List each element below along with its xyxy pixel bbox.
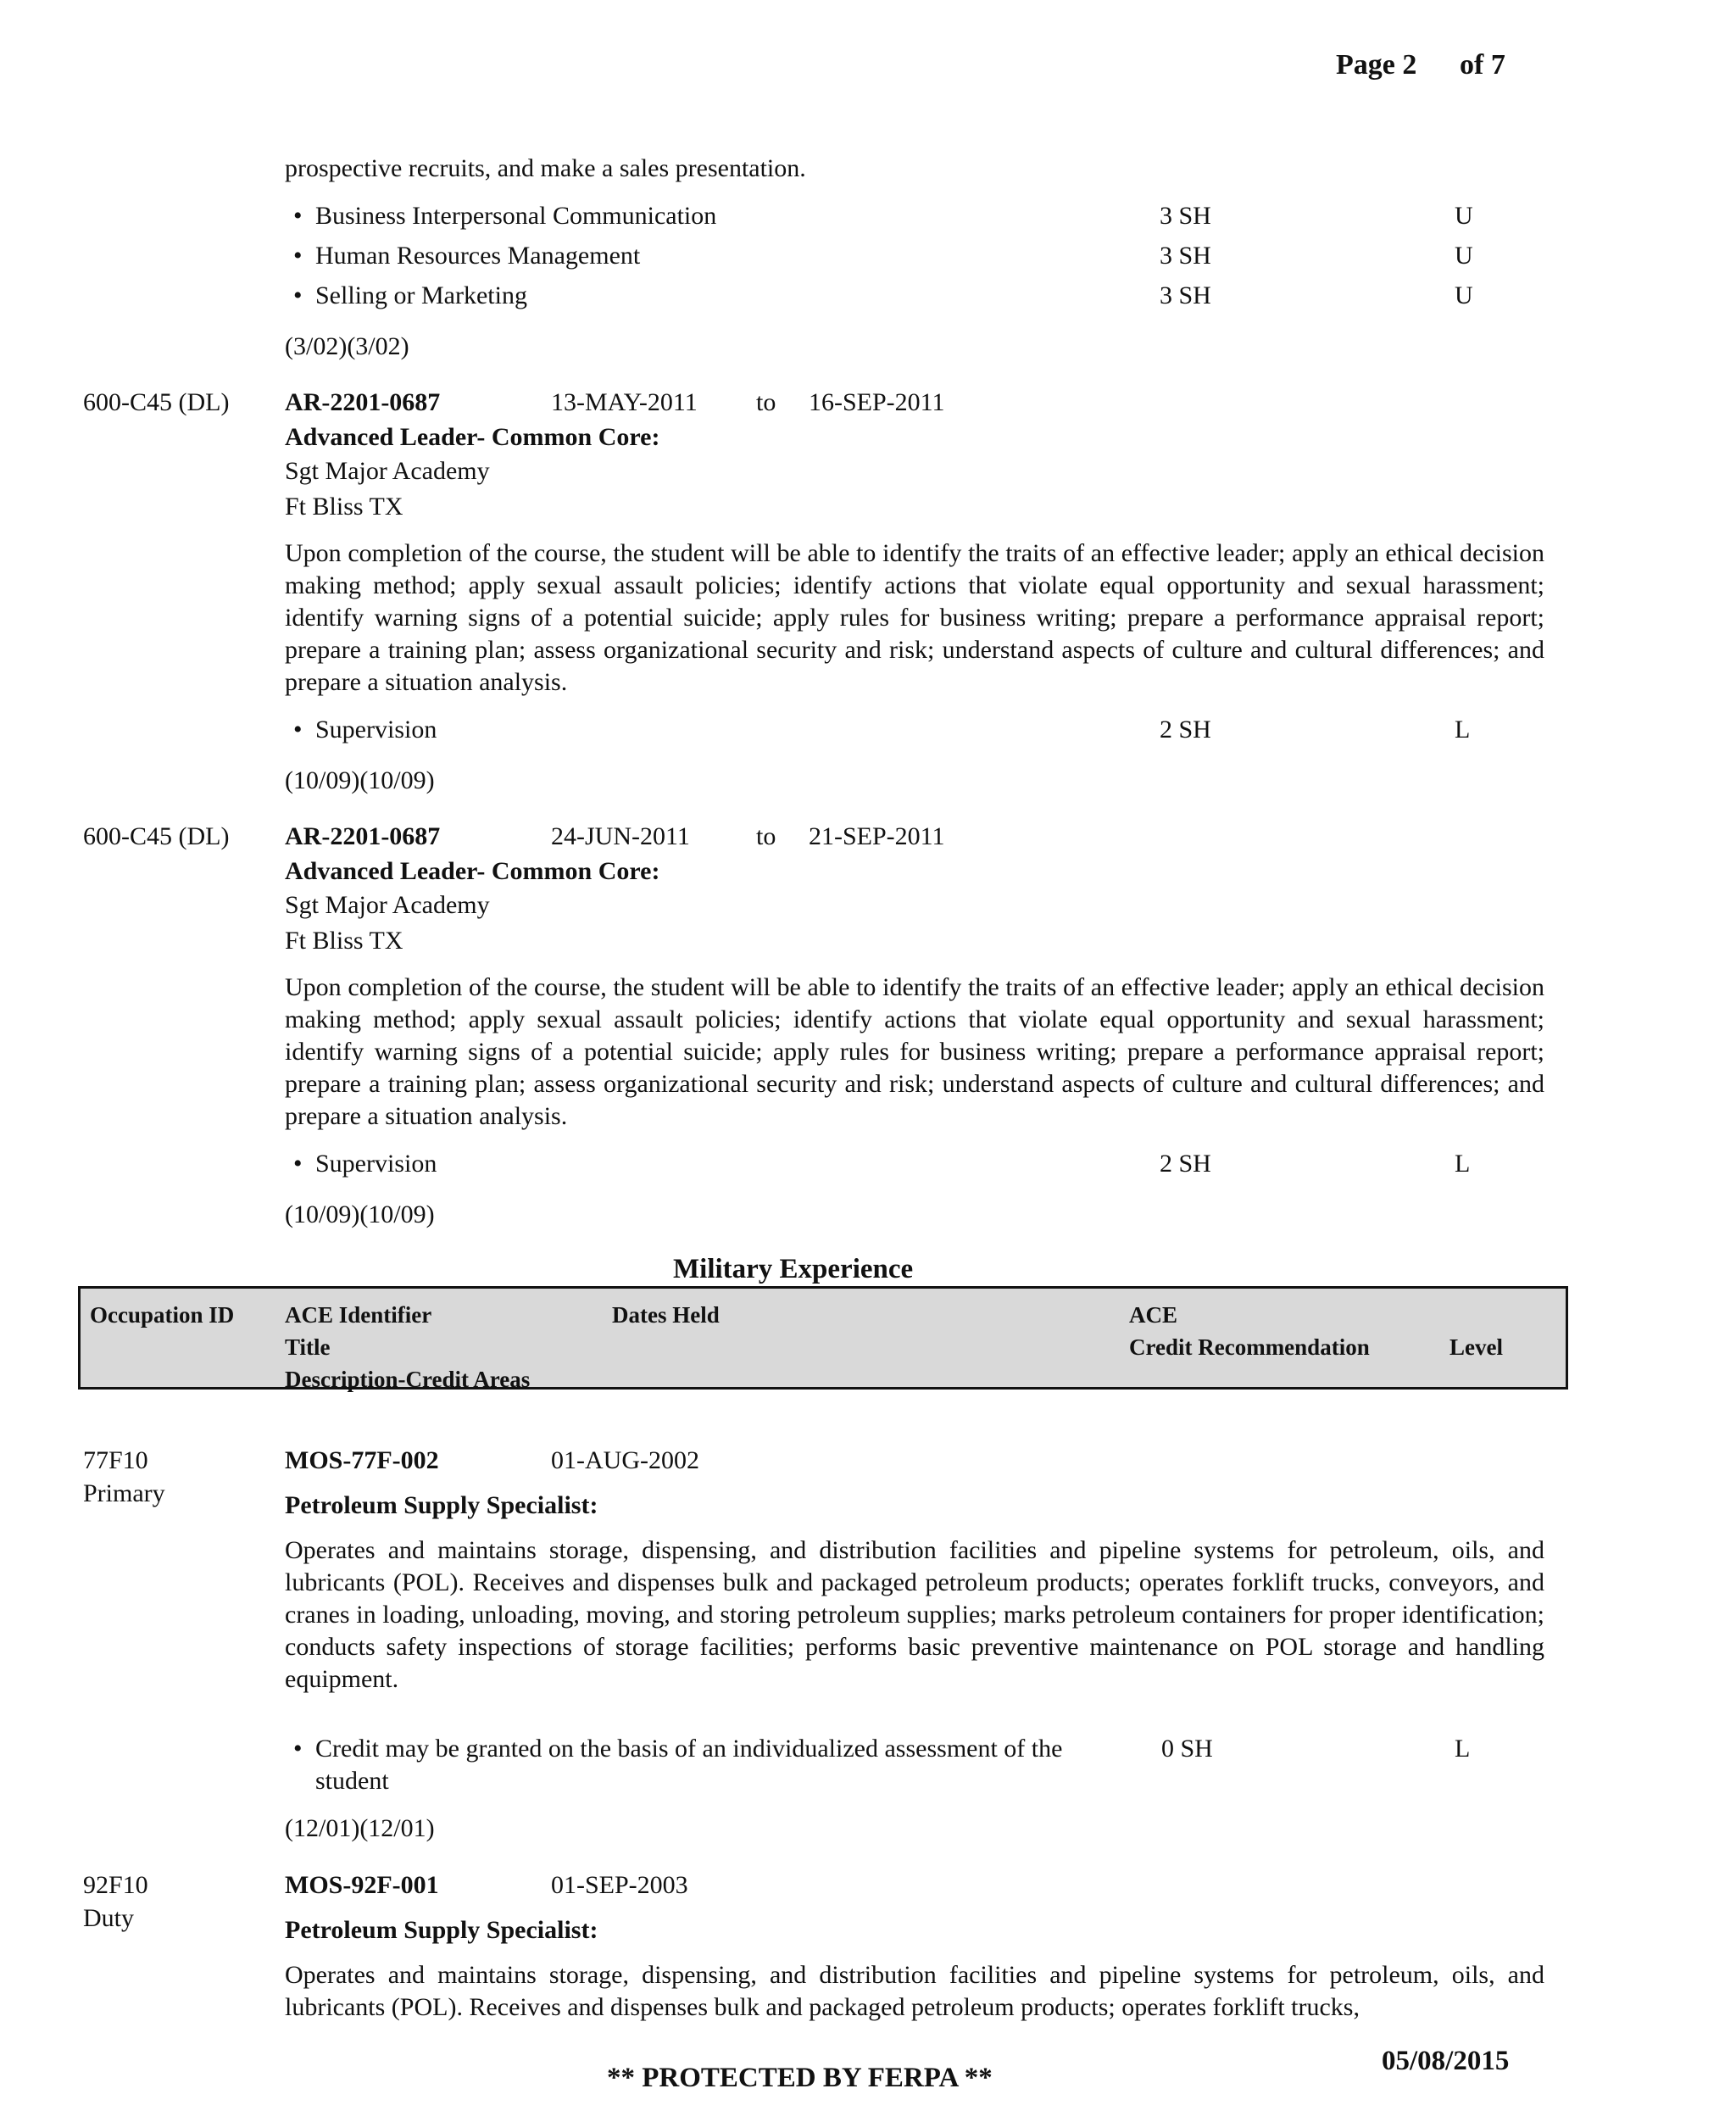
- credit-hours: 2 SH: [1160, 716, 1211, 744]
- credit-level: U: [1455, 281, 1473, 309]
- credit-area: • Business Interpersonal Communication: [315, 200, 716, 232]
- occupation-id: 92F10: [83, 1871, 148, 1899]
- start-date: 13-MAY-2011: [551, 388, 698, 416]
- credit-area: • Supervision: [315, 714, 437, 746]
- occupation-description: Operates and maintains storage, dispensing, and distribution facilities and pipeline systems for petroleum, oils, and lubricants (POL). Receives and dispenses bulk and packaged petroleum products; operates forklift trucks,: [285, 1961, 1544, 2021]
- end-date: 21-SEP-2011: [809, 822, 945, 850]
- header-credit-recommendation: Credit Recommendation: [1129, 1334, 1370, 1360]
- credit-level: U: [1455, 242, 1473, 270]
- credit-area: • Supervision: [315, 1148, 437, 1180]
- course-title: Advanced Leader- Common Core:: [285, 857, 660, 885]
- recommendation-dates: (10/09)(10/09): [285, 1200, 435, 1228]
- ace-identifier: AR-2201-0687: [285, 388, 441, 416]
- course-location: Ft Bliss TX: [285, 493, 403, 521]
- course-school: Sgt Major Academy: [285, 457, 490, 485]
- date-held: 01-AUG-2002: [551, 1446, 699, 1474]
- date-held: 01-SEP-2003: [551, 1871, 688, 1899]
- credit-hours: 3 SH: [1160, 202, 1211, 230]
- date-separator: to: [756, 822, 776, 850]
- course-id: 600-C45 (DL): [83, 822, 230, 850]
- ace-identifier: AR-2201-0687: [285, 822, 441, 850]
- recommendation-dates: (10/09)(10/09): [285, 766, 435, 794]
- credit-level: U: [1455, 202, 1473, 230]
- occupation-type: Duty: [83, 1904, 134, 1932]
- page-number: Page 2: [1336, 49, 1417, 81]
- recommendation-dates: (3/02)(3/02): [285, 332, 409, 360]
- credit-area: • Selling or Marketing: [315, 280, 527, 312]
- page-total: of 7: [1460, 49, 1505, 81]
- header-occupation-id: Occupation ID: [90, 1302, 235, 1328]
- continuation-text: prospective recruits, and make a sales presentation.: [285, 154, 806, 182]
- header-level: Level: [1449, 1334, 1503, 1360]
- occupation-id: 77F10: [83, 1446, 148, 1474]
- start-date: 24-JUN-2011: [551, 822, 690, 850]
- occupation-type: Primary: [83, 1479, 165, 1507]
- course-school: Sgt Major Academy: [285, 891, 490, 919]
- footer-date: 05/08/2015: [1382, 2046, 1510, 2076]
- occupation-description: Operates and maintains storage, dispensing, and distribution facilities and pipeline systems for petroleum, oils, and lubricants (POL). Receives and dispenses bulk and packaged petroleum products; operates forklift trucks, conveyors, and cranes in loading, unloading, moving, and storing petroleum supplies; marks petroleum containers for proper identification; conducts safety inspections of storage facilities; performs basic preventive maintenance on POL storage and handling equipment.: [285, 1536, 1544, 1693]
- credit-hours: 3 SH: [1160, 281, 1211, 309]
- course-description: Upon completion of the course, the student will be able to identify the traits of an effective leader; apply an ethical decision making method; apply sexual assault policies; identify actions that violate equal opportunity and sexual harassment; identify warning signs of a potential suicide; apply rules for business writing; prepare a performance appraisal report; prepare a training plan; assess organizational security and risk; understand aspects of culture and cultural differences; and prepare a situation analysis.: [285, 539, 1544, 696]
- occupation-title: Petroleum Supply Specialist:: [285, 1491, 598, 1519]
- header-dates-held: Dates Held: [612, 1302, 720, 1328]
- course-title: Advanced Leader- Common Core:: [285, 423, 660, 451]
- credit-area: • Human Resources Management: [315, 240, 640, 272]
- credit-level: L: [1455, 716, 1471, 744]
- credit-hours: 2 SH: [1160, 1150, 1211, 1178]
- header-title: Title: [285, 1334, 331, 1360]
- credit-hours: 0 SH: [1161, 1735, 1213, 1763]
- ace-identifier: MOS-77F-002: [285, 1446, 439, 1474]
- credit-area: • Credit may be granted on the basis of an individualized assessment of the: [315, 1733, 1062, 1765]
- credit-level: L: [1455, 1735, 1471, 1763]
- course-location: Ft Bliss TX: [285, 927, 403, 955]
- date-separator: to: [756, 388, 776, 416]
- section-title: Military Experience: [673, 1254, 914, 1284]
- course-id: 600-C45 (DL): [83, 388, 230, 416]
- credit-area-continued: student: [315, 1767, 389, 1795]
- end-date: 16-SEP-2011: [809, 388, 945, 416]
- occupation-title: Petroleum Supply Specialist:: [285, 1916, 598, 1944]
- ace-identifier: MOS-92F-001: [285, 1871, 439, 1899]
- ferpa-notice: ** PROTECTED BY FERPA **: [607, 2063, 993, 2093]
- recommendation-dates: (12/01)(12/01): [285, 1814, 435, 1842]
- credit-level: L: [1455, 1150, 1471, 1178]
- header-ace-identifier: ACE Identifier: [285, 1302, 432, 1328]
- header-ace: ACE: [1129, 1302, 1178, 1328]
- header-description: Description-Credit Areas: [285, 1367, 531, 1392]
- credit-hours: 3 SH: [1160, 242, 1211, 270]
- course-description: Upon completion of the course, the student will be able to identify the traits of an effective leader; apply an ethical decision making method; apply sexual assault policies; identify actions that violate equal opportunity and sexual harassment; identify warning signs of a potential suicide; apply rules for business writing; prepare a performance appraisal report; prepare a training plan; assess organizational security and risk; understand aspects of culture and cultural differences; and prepare a situation analysis.: [285, 973, 1544, 1130]
